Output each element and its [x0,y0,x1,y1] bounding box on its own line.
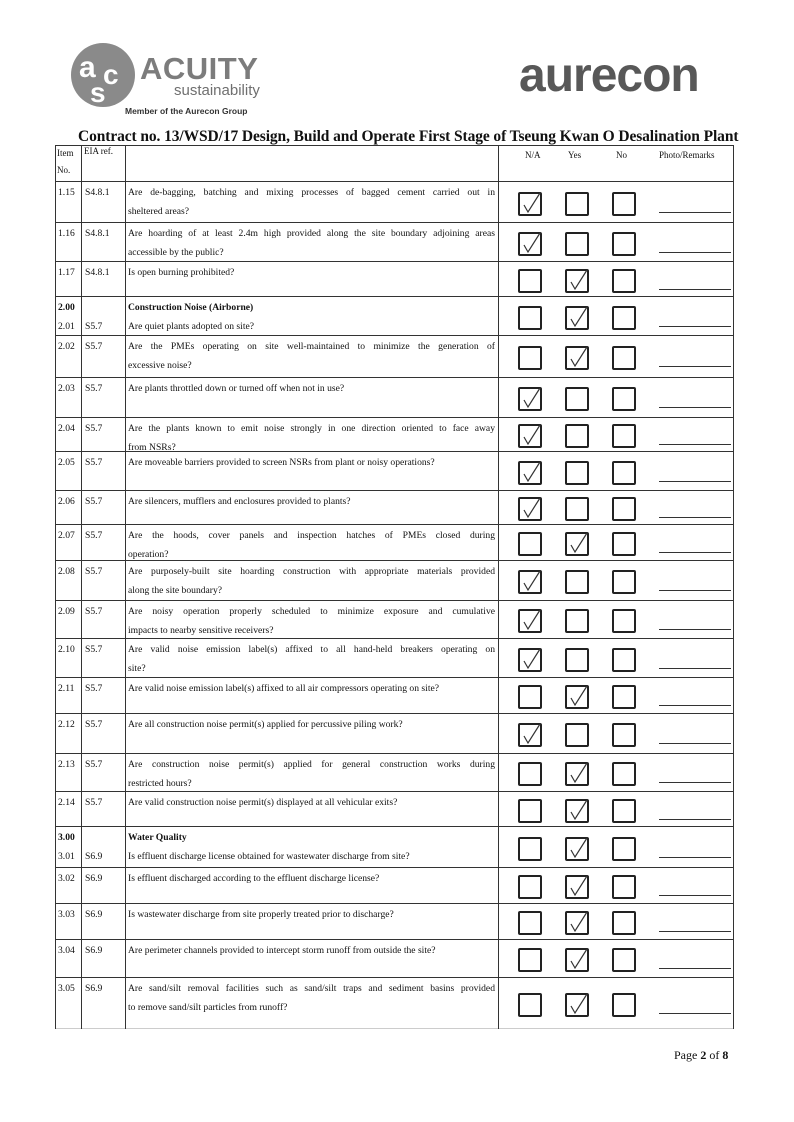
checkbox-na[interactable] [518,570,542,594]
section-number: 3.00 [58,832,75,843]
remarks-line[interactable] [659,743,731,744]
checkbox-no[interactable] [612,648,636,672]
check-mark-icon [521,568,543,594]
check-mark-icon [568,683,590,709]
checkbox-no[interactable] [612,837,636,861]
remarks-line[interactable] [659,968,731,969]
item-number: 2.13 [58,759,75,770]
check-mark-icon [521,495,543,521]
col-header-remarks: Photo/Remarks [659,150,715,160]
checkbox-no[interactable] [612,346,636,370]
checkbox-yes[interactable] [565,532,589,556]
checkbox-na[interactable] [518,346,542,370]
item-number: 2.14 [58,797,75,808]
question-text: Are silencers, mufflers and enclosures provided to plants? [128,496,351,507]
question-text: Are moveable barriers provided to screen NSRs from plant or noisy operations? [128,457,435,468]
table-row [55,977,734,1029]
check-mark-icon [521,230,543,256]
checkbox-yes[interactable] [565,875,589,899]
checkbox-yes[interactable] [565,648,589,672]
checkbox-no[interactable] [612,387,636,411]
check-mark-icon [568,991,590,1017]
eia-ref: S5.7 [85,759,103,770]
checkbox-na[interactable] [518,306,542,330]
checkbox-no[interactable] [612,532,636,556]
col-header-na: N/A [525,150,541,160]
eia-ref: S6.9 [85,983,103,994]
eia-ref: S5.7 [85,566,103,577]
section-title: Construction Noise (Airborne) [128,302,254,313]
remarks-line[interactable] [659,444,731,445]
checklist-table [55,145,734,1029]
check-mark-icon [521,607,543,633]
eia-ref: S5.7 [85,496,103,507]
eia-ref: S5.7 [85,423,103,434]
eia-ref: S5.7 [85,606,103,617]
eia-ref: S4.8.1 [85,187,110,198]
question-text: Are construction noise permit(s) applied for general construction works during [128,759,495,770]
svg-text:s: s [90,77,106,108]
question-text: restricted hours? [128,778,192,789]
page-total: 8 [722,1048,729,1062]
checkbox-no[interactable] [612,799,636,823]
remarks-line[interactable] [659,252,731,253]
item-number: 3.01 [58,851,75,862]
item-number: 2.04 [58,423,75,434]
question-text: Is effluent discharged according to the effluent discharge license? [128,873,380,884]
checkbox-yes[interactable] [565,723,589,747]
eia-ref: S4.8.1 [85,267,110,278]
question-text: site? [128,663,146,674]
eia-ref: S5.7 [85,530,103,541]
question-text: Is open burning prohibited? [128,267,235,278]
section-number: 2.00 [58,302,75,313]
col-header-item: Item [57,148,74,158]
checkbox-na[interactable] [518,799,542,823]
question-text: Are the hoods, cover panels and inspection hatches of PMEs closed during [128,530,495,541]
checkbox-no[interactable] [612,875,636,899]
checkbox-na[interactable] [518,648,542,672]
question-text: impacts to nearby sensitive receivers? [128,625,274,636]
checkbox-yes[interactable] [565,993,589,1017]
eia-ref: S4.8.1 [85,228,110,239]
item-number: 2.05 [58,457,75,468]
checkbox-na[interactable] [518,609,542,633]
item-number: 1.16 [58,228,75,239]
eia-ref: S6.9 [85,945,103,956]
checkbox-yes[interactable] [565,306,589,330]
eia-ref: S5.7 [85,321,103,332]
checkbox-yes[interactable] [565,685,589,709]
item-number: 2.07 [58,530,75,541]
question-text: Are sand/silt removal facilities such as sand/silt traps and sediment basins provided [128,983,495,994]
checkbox-na[interactable] [518,911,542,935]
item-number: 2.01 [58,321,75,332]
check-mark-icon [568,760,590,786]
page-prefix: Page [674,1048,701,1062]
item-number: 2.10 [58,644,75,655]
item-number: 2.11 [58,683,75,694]
remarks-line[interactable] [659,326,731,327]
checkbox-yes[interactable] [565,762,589,786]
item-number: 2.02 [58,341,75,352]
check-mark-icon [521,721,543,747]
page-number [674,1048,728,1063]
checkbox-yes[interactable] [565,609,589,633]
svg-text:a: a [79,51,96,84]
check-mark-icon [521,422,543,448]
checkbox-na[interactable] [518,723,542,747]
checkbox-na[interactable] [518,948,542,972]
page-current: 2 [700,1048,707,1062]
acuity-logo-text: ACUITY [140,51,259,86]
check-mark-icon [568,344,590,370]
checkbox-na[interactable] [518,461,542,485]
question-text: Are all construction noise permit(s) applied for percussive piling work? [128,719,403,730]
table-row [55,181,734,222]
eia-ref: S5.7 [85,457,103,468]
table-row [55,524,734,560]
remarks-line[interactable] [659,668,731,669]
checkbox-na[interactable] [518,762,542,786]
question-text: Are de-bagging, batching and mixing processes of bagged cement carried out in [128,187,495,198]
remarks-line[interactable] [659,1013,731,1014]
checkbox-no[interactable] [612,424,636,448]
question-text: Are quiet plants adopted on site? [128,321,255,332]
check-mark-icon [521,459,543,485]
check-mark-icon [568,835,590,861]
section-title: Water Quality [128,832,187,843]
check-mark-icon [568,946,590,972]
remarks-line[interactable] [659,481,731,482]
item-number: 3.03 [58,909,75,920]
checkbox-yes[interactable] [565,911,589,935]
table-row [55,490,734,524]
remarks-line[interactable] [659,552,731,553]
eia-ref: S6.9 [85,909,103,920]
acuity-logo [70,40,270,120]
table-row [55,826,734,867]
question-text: Are hoarding of at least 2.4m high provided along the site boundary adjoining areas [128,228,495,239]
question-text: Is effluent discharge license obtained for wastewater discharge from site? [128,851,410,862]
checkbox-no[interactable] [612,192,636,216]
checkbox-no[interactable] [612,685,636,709]
contract-title: Contract no. 13/WSD/17 Design, Build and Operate First Stage of Tseung Kwan O Desalination Plant [78,128,739,145]
checkbox-no[interactable] [612,570,636,594]
table-row [55,903,734,939]
table-row [55,638,734,677]
checkbox-yes[interactable] [565,837,589,861]
question-text: Are the plants known to emit noise strongly in one direction oriented to face away [128,423,495,434]
remarks-line[interactable] [659,212,731,213]
item-number: 2.06 [58,496,75,507]
question-text: accessible by the public? [128,247,224,258]
checkbox-na[interactable] [518,875,542,899]
acuity-tagline: sustainability [174,82,260,99]
table-row [55,560,734,600]
eia-ref: S6.9 [85,873,103,884]
remarks-line[interactable] [659,782,731,783]
check-mark-icon [521,190,543,216]
question-text: Are valid noise emission label(s) affixed to all air compressors operating on site? [128,683,440,694]
checkbox-yes[interactable] [565,799,589,823]
question-text: Are plants throttled down or turned off when not in use? [128,383,345,394]
table-row [55,791,734,826]
remarks-line[interactable] [659,931,731,932]
table-row [55,222,734,261]
question-text: Are purposely-built site hoarding construction with appropriate materials provided [128,566,495,577]
item-number: 1.15 [58,187,75,198]
item-number: 2.03 [58,383,75,394]
checkbox-yes[interactable] [565,269,589,293]
item-number: 1.17 [58,267,75,278]
checkbox-na[interactable] [518,387,542,411]
col-header-item-no: No. [57,165,71,175]
question-text: Are valid noise emission label(s) affixed to all hand-held breakers operating on [128,644,495,655]
checkbox-na[interactable] [518,497,542,521]
eia-ref: S5.7 [85,797,103,808]
checkbox-no[interactable] [612,993,636,1017]
checkbox-no[interactable] [612,609,636,633]
col-header-yes: Yes [568,150,582,160]
checkbox-yes[interactable] [565,424,589,448]
checkbox-yes[interactable] [565,570,589,594]
check-mark-icon [521,646,543,672]
item-number: 2.09 [58,606,75,617]
question-text: operation? [128,549,169,560]
question-text: to remove sand/silt particles from runoff? [128,1002,288,1013]
table-row [55,417,734,451]
question-text: Are the PMEs operating on site well-maintained to minimize the generation of [128,341,495,352]
checkbox-na[interactable] [518,232,542,256]
check-mark-icon [568,909,590,935]
checkbox-na[interactable] [518,424,542,448]
checkbox-no[interactable] [612,269,636,293]
question-text: Are noisy operation properly scheduled to minimize exposure and cumulative [128,606,495,617]
remarks-line[interactable] [659,705,731,706]
item-number: 2.12 [58,719,75,730]
checkbox-no[interactable] [612,306,636,330]
col-header-eia: EIA ref. [84,146,113,156]
question-text: Are perimeter channels provided to intercept storm runoff from outside the site? [128,945,436,956]
eia-ref: S5.7 [85,683,103,694]
member-line: Member of the Aurecon Group [125,106,248,116]
remarks-line[interactable] [659,407,731,408]
check-mark-icon [521,385,543,411]
checkbox-yes[interactable] [565,461,589,485]
question-text: along the site boundary? [128,585,223,596]
checkbox-yes[interactable] [565,948,589,972]
check-mark-icon [568,873,590,899]
remarks-line[interactable] [659,517,731,518]
question-text: Is wastewater discharge from site properly treated prior to discharge? [128,909,394,920]
item-number: 2.08 [58,566,75,577]
checkbox-na[interactable] [518,685,542,709]
checkbox-yes[interactable] [565,497,589,521]
checkbox-no[interactable] [612,461,636,485]
svg-text:c: c [103,59,119,90]
table-row [55,677,734,713]
remarks-line[interactable] [659,629,731,630]
eia-ref: S5.7 [85,644,103,655]
eia-ref: S5.7 [85,719,103,730]
checkbox-yes[interactable] [565,346,589,370]
table-row [55,713,734,753]
item-number: 3.02 [58,873,75,884]
col-header-no: No [616,150,627,160]
checkbox-no[interactable] [612,762,636,786]
check-mark-icon [568,304,590,330]
eia-ref: S5.7 [85,383,103,394]
remarks-line[interactable] [659,590,731,591]
question-text: Are valid construction noise permit(s) displayed at all vehicular exits? [128,797,398,808]
checkbox-yes[interactable] [565,232,589,256]
checkbox-yes[interactable] [565,192,589,216]
item-number: 3.04 [58,945,75,956]
check-mark-icon [568,267,590,293]
checkbox-na[interactable] [518,993,542,1017]
remarks-line[interactable] [659,895,731,896]
check-mark-icon [568,797,590,823]
table-row [55,600,734,638]
page-of: of [706,1048,723,1062]
checkbox-no[interactable] [612,497,636,521]
aurecon-logo: aurecon [519,49,699,102]
acuity-logo-mark-icon [70,42,136,108]
eia-ref: S5.7 [85,341,103,352]
remarks-line[interactable] [659,857,731,858]
checkbox-no[interactable] [612,232,636,256]
eia-ref: S6.9 [85,851,103,862]
check-mark-icon [568,530,590,556]
checkbox-yes[interactable] [565,387,589,411]
question-text: excessive noise? [128,360,192,371]
remarks-line[interactable] [659,289,731,290]
checkbox-na[interactable] [518,837,542,861]
table-row [55,939,734,977]
table-row [55,377,734,417]
table-row [55,451,734,490]
checkbox-na[interactable] [518,269,542,293]
checkbox-no[interactable] [612,723,636,747]
checkbox-na[interactable] [518,532,542,556]
table-row [55,867,734,903]
table-row [55,261,734,296]
checkbox-no[interactable] [612,948,636,972]
table-row [55,296,734,335]
checkbox-na[interactable] [518,192,542,216]
remarks-line[interactable] [659,819,731,820]
question-text: sheltered areas? [128,206,189,217]
table-row [55,335,734,377]
remarks-line[interactable] [659,366,731,367]
question-text: from NSRs? [128,442,176,453]
table-row [55,753,734,791]
checkbox-no[interactable] [612,911,636,935]
item-number: 3.05 [58,983,75,994]
